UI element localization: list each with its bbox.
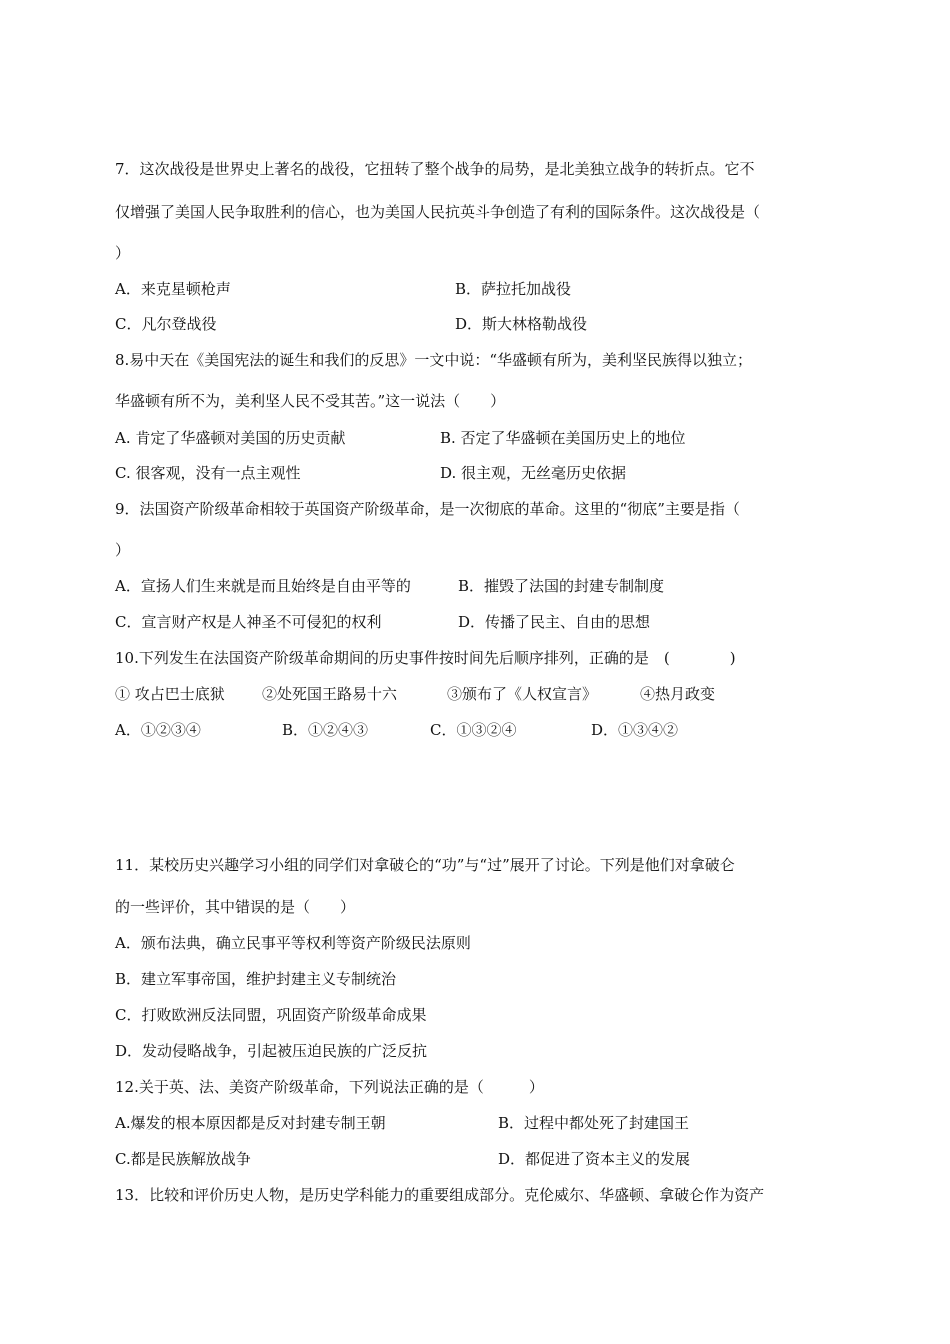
q9-line1: 9．法国资产阶级革命相较于英国资产阶级革命，是一次彻底的革命。这里的“彻底”主要是指（ xyxy=(115,500,740,518)
q11-line2: 的一些评价，其中错误的是（ ） xyxy=(115,898,356,916)
q13-line1: 13．比较和评价历史人物，是历史学科能力的重要组成部分。克伦威尔、华盛顿、拿破仑作为资产 xyxy=(115,1186,765,1204)
q7-option-d: D．斯大林格勒战役 xyxy=(455,315,588,333)
q12-option-c: C.都是民族解放战争 xyxy=(115,1150,251,1168)
q7-option-b: B．萨拉托加战役 xyxy=(455,280,572,298)
q10-option-a: A．①②③④ xyxy=(115,721,201,739)
q7-line1: 7．这次战役是世界史上著名的战役，它扭转了整个战争的局势，是北美独立战争的转折点。它不 xyxy=(115,160,755,178)
q7-line3: ） xyxy=(115,244,131,262)
q10-event-1: ① 攻占巴士底狱 xyxy=(115,685,225,703)
q12-option-d: D．都促进了资本主义的发展 xyxy=(498,1150,691,1168)
q10-line1: 10.下列发生在法国资产阶级革命期间的历史事件按时间先后顺序排列，正确的是 ( ) xyxy=(115,649,736,667)
q8-option-a: A. 肯定了华盛顿对美国的历史贡献 xyxy=(115,429,346,447)
q9-option-c: C．宣言财产权是人神圣不可侵犯的权利 xyxy=(115,613,382,631)
q11-option-c: C．打败欧洲反法同盟，巩固资产阶级革命成果 xyxy=(115,1006,427,1024)
q7-option-c: C．凡尔登战役 xyxy=(115,315,217,333)
q10-event-4: ④热月政变 xyxy=(640,685,716,703)
q11-option-a: A．颁布法典，确立民事平等权利等资产阶级民法原则 xyxy=(115,934,471,952)
q8-option-d: D. 很主观，无丝毫历史依据 xyxy=(440,464,627,482)
q11-option-d: D．发动侵略战争，引起被压迫民族的广泛反抗 xyxy=(115,1042,428,1060)
q9-option-b: B．摧毁了法国的封建专制制度 xyxy=(458,577,665,595)
q11-line1: 11．某校历史兴趣学习小组的同学们对拿破仑的“功”与“过”展开了讨论。下列是他们对拿破仑 xyxy=(115,856,735,874)
q11-option-b: B．建立军事帝国，维护封建主义专制统治 xyxy=(115,970,397,988)
q12-option-a: A.爆发的根本原因都是反对封建专制王朝 xyxy=(115,1114,386,1132)
q9-option-d: D．传播了民主、自由的思想 xyxy=(458,613,651,631)
q8-option-c: C. 很客观，没有一点主观性 xyxy=(115,464,301,482)
q8-line2: 华盛顿有所不为，美利坚人民不受其苦。”这一说法（ ） xyxy=(115,392,506,410)
q9-line2: ） xyxy=(115,541,131,559)
q7-line2: 仅增强了美国人民争取胜利的信心，也为美国人民抗英斗争创造了有利的国际条件。这次战役是（ xyxy=(115,203,761,221)
q10-event-3: ③颁布了《人权宣言》 xyxy=(447,685,598,703)
q9-option-a: A．宣扬人们生来就是而且始终是自由平等的 xyxy=(115,577,411,595)
q8-option-b: B. 否定了华盛顿在美国历史上的地位 xyxy=(440,429,686,447)
q10-option-d: D．①③④② xyxy=(591,721,679,739)
q10-option-b: B．①②④③ xyxy=(282,721,369,739)
q7-option-a: A．来克星顿枪声 xyxy=(115,280,231,298)
q10-event-2: ②处死国王路易十六 xyxy=(262,685,398,703)
q8-line1: 8.易中天在《美国宪法的诞生和我们的反思》一文中说：“华盛顿有所为，美利坚民族得以独立； xyxy=(115,351,752,369)
q12-line1: 12.关于英、法、美资产阶级革命，下列说法正确的是（ ） xyxy=(115,1078,544,1096)
q10-option-c: C．①③②④ xyxy=(430,721,517,739)
q12-option-b: B．过程中都处死了封建国王 xyxy=(498,1114,690,1132)
